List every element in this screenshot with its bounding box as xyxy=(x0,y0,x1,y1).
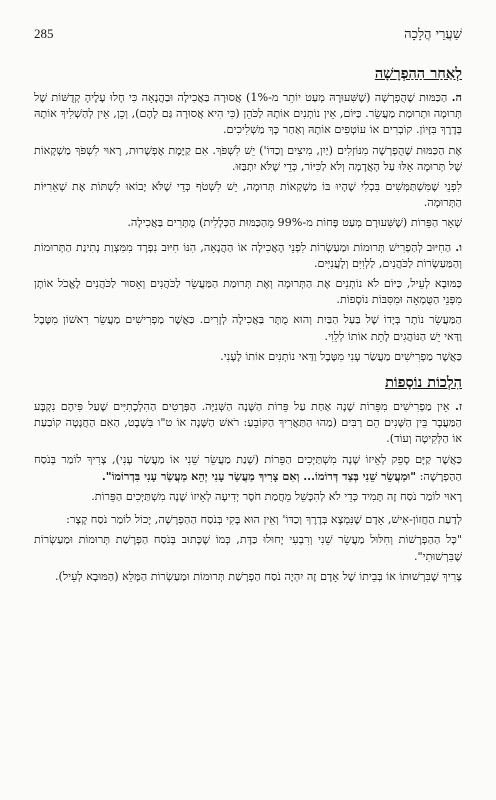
section-heading-additional-laws: הִלְכוֹת נוֹסָפוֹת xyxy=(385,374,462,392)
paragraph: כַּאֲשֶׁר מַפְרִישִׁים מַעֲשַׂר עָנִי מִטֶּבֶל וַדַּאי נוֹתְנִים אוֹתוֹ לֶעָנִי. xyxy=(220,349,462,363)
page-body xyxy=(34,64,462,788)
book-title: שַׁעֲרֵי הֲלָכָה xyxy=(404,27,462,42)
paragraph: כַּמּוּבָא לְעֵיל, כַּיּוֹם לֹא נוֹתְנִים אֶת הַתְּרוּמָה וְאֶת תְּרוּמַת הַמַּעֲשֵׂר לַכֹּהֲנִים וְאָסוּר לַכֹּהֲנִים לֶאֱכֹל אוֹתָן מִפְּנֵי הַטֻּמְאָה וּמִסִּבּוֹת נוֹסָפוֹת. xyxy=(34,277,462,307)
paragraph-text: הַכַּמּוּת שֶׁהֻפְרְשָׁה (שֶׁשִּׁעוּרָהּ מְעַט יוֹתֵר מ-1%) אֲסוּרָה בַּאֲכִילָה וּבַהֲנָאָה כִּי חָלוּ עָלֶיהָ קְדֻשּׁוֹת שֶׁל תְּרוּמָה וּתְרוּמַת מַעֲשֵׂר. כַּיּוֹם, אֵין נוֹתְנִים אוֹתָהּ לַכֹּהֵן (כִּי הִיא אֲסוּרָה גַּם לָהֶם), וְכֵן, אֵין לְהַשְׁלִיךְ אוֹתָהּ בְּדֶרֶךְ בִּזָּיוֹן. קוֹבְרִים אוֹ עוֹטְפִים אוֹתָהּ וְאַחַר כָּךְ מַשְׁלִיכִים. xyxy=(34,91,462,137)
paragraph-label: ו. xyxy=(455,239,462,254)
paragraph: צָרִיךְ שֶׁבִּרְשׁוּתוֹ אוֹ בְּבֵיתוֹ שֶׁל אָדָם זֶה יִהְיֶה נֹסַח הַפְרָשַׁת תְּרוּמוֹת וּמַעַשְׂרוֹת הַמָּלֵא (הַמּוּבָא לְעֵיל). xyxy=(55,569,462,583)
running-header xyxy=(34,26,462,44)
paragraph: אֶת הַכַּמּוּת שֶׁהֻפְרְשָׁה מִנּוֹזְלִים (יַיִן, מִיצִים וְכַדּוֹ') יֵשׁ לִשְׁפֹּךְ. אִם קַיֶּמֶת אֶפְשָׁרוּת, רָאוּי לִשְׁפֹּךְ מַשְׁקָאוֹת שֶׁל תְּרוּמָה אֵלּוּ עַל הָאֲדָמָה וְלֹא לַכִּיּוֹר, כְּדֵי שֶׁלֹּא יִתְבַּזּוּ. xyxy=(34,143,462,173)
paragraph: שְׁאָר הַפֵּרוֹת (שֶׁשִּׁעוּרָם מְעַט פָּחוֹת מ-99% מֵהַכַּמּוּת הַכְּלָלִית) מֻתָּרִים בַּאֲכִילָה. xyxy=(127,216,462,230)
paragraph xyxy=(34,398,462,448)
paragraph xyxy=(34,452,462,485)
paragraph: רָאוּי לוֹמַר נֹסַח זֶה תָּמִיד כְּדֵי לֹא לְהִכָּשֵׁל מֵחֲמַת חֹסֶר יְדִיעָה לְאֵיזוֹ שָׁנָה מִשְׁתַּיְּכִים הַפֵּרוֹת. xyxy=(91,490,462,504)
paragraph-text: אֵין מַפְרִישִׁים מִפֵּרוֹת שָׁנָה אַחַת עַל פֵּרוֹת הַשָּׁנָה הַשְּׁנִיָּה. הַפְּרָטִים הַהִלְכָתִיִּים שֶׁעַל פִּיהֶם נִקְבָּע הַמַּעֲבָר בֵּין הַשָּׁנִים הֵם רַבִּים (מַהוּ הַתַּאֲרִיךְ הַקּוֹבֵעַ: רֹאשׁ הַשָּׁנָה אוֹ ט"ו בִּשְׁבָט, הַאִם הַחֲנָטָה קוֹבַעַת אוֹ הַלְּקִיטָה וְעוֹד). xyxy=(34,400,462,446)
paragraph-text: כַּאֲשֶׁר קַיָּם סָפֵק לְאֵיזוֹ שָׁנָה מִשְׁתַּיְּכִים הַפֵּרוֹת (שְׁנַת מַעֲשֵׂר שֵׁנִי אוֹ מַעֲשַׂר עָנִי), צָרִיךְ לוֹמַר בְּנֹסַח הַהַפְרָשָׁה: xyxy=(34,452,462,483)
paragraph: הַמַּעֲשֵׂר נוֹתָר בְּיָדוֹ שֶׁל בַּעַל הַבַּיִת וְהוּא מֻתָּר בַּאֲכִילָה לְזָרִים. כַּאֲשֶׁר מַפְרִישִׁים מַעֲשֵׂר רִאשׁוֹן מִטֶּבֶל וַדַּאי יֵשׁ הַנּוֹהֲגִים לָתֵת אוֹתוֹ לְלֵוִי. xyxy=(34,313,462,343)
paragraph: לְדַעַת הַחֲזוֹן-אִישׁ, אָדָם שֶׁנִּמְצָא בְּדֶרֶךְ וְכַדּוֹ' וְאֵין הוּא בָּקִי בְּנֹסַח הַהַפְרָשָׁה, יָכוֹל לוֹמַר נֹסַח קָצָר: xyxy=(66,513,462,527)
paragraph: לִפְנֵי שֶׁמִּשְׁתַּמְּשִׁים בִּכְלִי שֶׁהָיוּ בּוֹ מַשְׁקָאוֹת תְּרוּמָה, יֵשׁ לִשְׁטֹף כְּדֵי שֶׁלֹּא יָבוֹאוּ לִשְׁתּוֹת אֶת שְׁאֵרִיּוֹת הַתְּרוּמָה. xyxy=(34,180,462,210)
quote-paragraph: "כָּל הַהַפְרָשׁוֹת וְחִלּוּל מַעֲשֵׂר שֵׁנִי וְרִבְעִי יָחוּלוּ כַּדָּת, כְּמוֹ שֶׁכָּתוּב בְּנֹסַח הַפְרָשַׁת תְּרוּמוֹת וּמַעַשְׂרוֹת שֶׁבִּרְשׁוּתִי". xyxy=(34,533,462,563)
paragraph xyxy=(34,239,462,272)
bold-quote: "וּמַעֲשֵׂר שֵׁנִי בְּצַד דְּרוֹמוֹ... וְאִם צָרִיךְ מַעֲשַׂר עָנִי יְהֵא מַעֲשַׂר עָנִי בִּדְרוֹמוֹ". xyxy=(101,468,417,483)
paragraph-text: הַחִיּוּב לְהַפְרִישׁ תְּרוּמוֹת וּמַעַשְׂרוֹת לִפְנֵי הָאֲכִילָה אוֹ הַהֲנָאָה, הִנּוֹ חִיּוּב נִפְרָד מִמִּצְוַת נְתִינַת הַתְּרוּמוֹת וְהַמַּעַשְׂרוֹת לַכֹּהֲנִים, לַלְוִיִּם וְלָעֲנִיִּים. xyxy=(34,240,462,270)
paragraph-label: ז. xyxy=(454,399,462,414)
page-number: 285 xyxy=(34,26,54,41)
paragraph-label: ה. xyxy=(451,90,462,104)
section-heading-after-separation: לְאַחַר הַהַפְרָשָׁה xyxy=(374,65,462,82)
paragraph xyxy=(34,89,462,139)
